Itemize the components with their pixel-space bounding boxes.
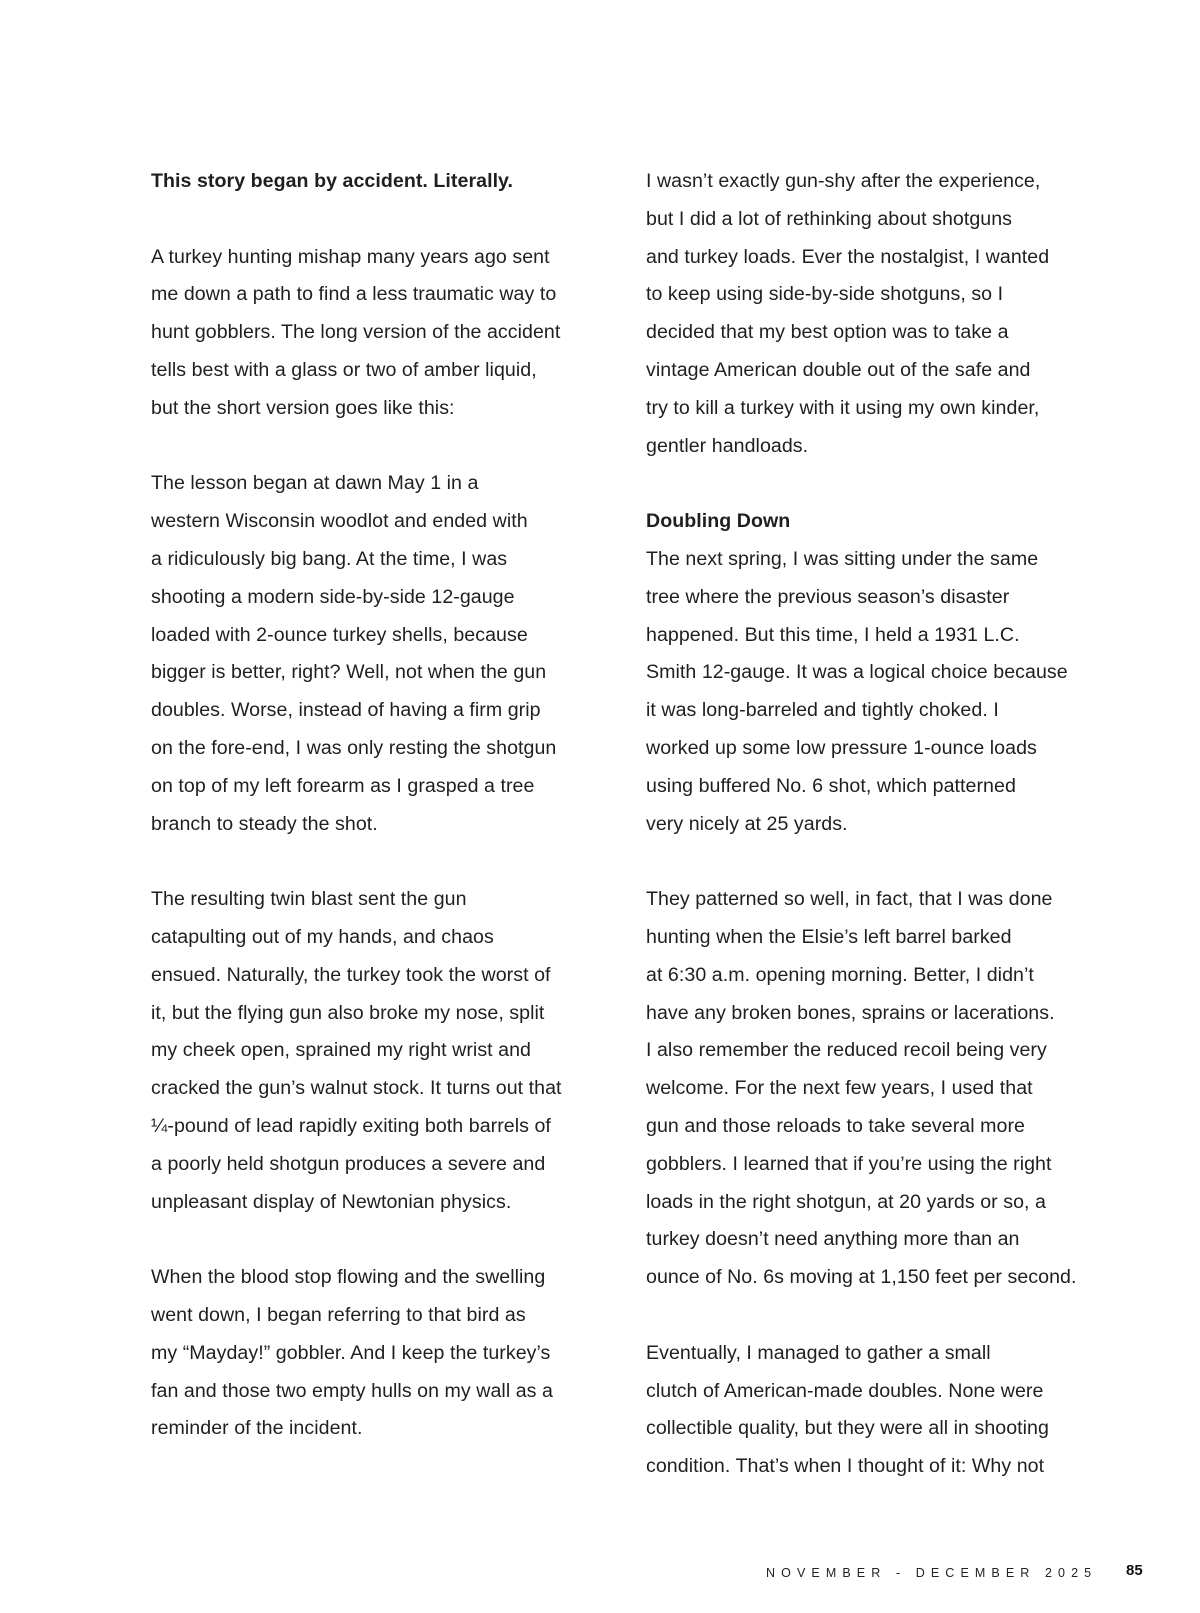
text-line: They patterned so well, in fact, that I was done — [646, 888, 1053, 911]
paragraph — [646, 541, 1106, 843]
text-line: shooting a modern side-by-side 12-gauge — [151, 585, 515, 608]
text-line: on the fore-end, I was only resting the shotgun — [151, 736, 557, 759]
text-line: but the short version goes like this: — [151, 396, 455, 419]
text-line: hunting when the Elsie’s left barrel barked — [646, 925, 1012, 948]
text-line: gun and those reloads to take several more — [646, 1114, 1025, 1137]
text-line: loads in the right shotgun, at 20 yards or so, a — [646, 1190, 1046, 1213]
text-line: a poorly held shotgun produces a severe and — [151, 1152, 546, 1175]
paragraph — [151, 239, 611, 428]
section-heading: Doubling Down — [646, 510, 791, 533]
text-line: vintage American double out of the safe and — [646, 358, 1031, 381]
text-line: reminder of the incident. — [151, 1417, 363, 1440]
text-line: decided that my best option was to take a — [646, 321, 1009, 344]
text-line: condition. That’s when I thought of it: Why not — [646, 1455, 1045, 1478]
text-line: my cheek open, sprained my right wrist and — [151, 1039, 531, 1062]
text-line: cracked the gun’s walnut stock. It turns out that — [151, 1077, 562, 1100]
text-line: hunt gobblers. The long version of the accident — [151, 321, 561, 344]
text-line: it, but the flying gun also broke my nose, split — [151, 1001, 545, 1024]
left-column — [151, 163, 611, 1448]
text-line: The next spring, I was sitting under the same — [646, 547, 1039, 570]
text-line: doubles. Worse, instead of having a firm grip — [151, 699, 541, 722]
text-line: a ridiculously big bang. At the time, I was — [151, 547, 508, 570]
text-line: ¼-pound of lead rapidly exiting both barrels of — [151, 1114, 551, 1137]
page-number: 85 — [1126, 1562, 1143, 1579]
text-line: try to kill a turkey with it using my own kinder, — [646, 396, 1040, 419]
text-line: gobblers. I learned that if you’re using the right — [646, 1152, 1052, 1175]
text-line: me down a path to find a less traumatic way to — [151, 283, 557, 306]
text-line: ounce of No. 6s moving at 1,150 feet per second. — [646, 1266, 1077, 1289]
paragraph — [151, 465, 611, 843]
text-line: ensued. Naturally, the turkey took the worst of — [151, 963, 551, 986]
text-line: fan and those two empty hulls on my wall as a — [151, 1379, 553, 1402]
text-line: it was long-barreled and tightly choked. I — [646, 699, 999, 722]
text-line: western Wisconsin woodlot and ended with — [151, 510, 528, 533]
text-line: When the blood stop flowing and the swelling — [151, 1266, 546, 1289]
issue-date: NOVEMBER - DECEMBER 2025 — [766, 1566, 1098, 1580]
text-line: I wasn’t exactly gun-shy after the experience, — [646, 170, 1041, 192]
paragraph — [151, 881, 611, 1221]
text-line: branch to steady the shot. — [151, 812, 378, 835]
paragraph — [646, 881, 1106, 1297]
text-line: very nicely at 25 yards. — [646, 812, 848, 835]
text-line: collectible quality, but they were all in shooting — [646, 1417, 1049, 1440]
text-line: happened. But this time, I held a 1931 L.C. — [646, 623, 1020, 646]
text-line: worked up some low pressure 1-ounce loads — [646, 736, 1037, 759]
text-line: welcome. For the next few years, I used that — [646, 1077, 1033, 1100]
paragraph — [151, 1259, 611, 1448]
paragraph — [646, 1335, 1106, 1486]
text-line: I also remember the reduced recoil being very — [646, 1039, 1047, 1062]
text-line: Smith 12-gauge. It was a logical choice because — [646, 661, 1068, 684]
text-line: on top of my left forearm as I grasped a tree — [151, 774, 535, 797]
text-line: my “Mayday!” gobbler. And I keep the turkey’s — [151, 1341, 551, 1364]
text-line: turkey doesn’t need anything more than an — [646, 1228, 1020, 1251]
text-line: tree where the previous season’s disaster — [646, 585, 1010, 608]
text-line: using buffered No. 6 shot, which patterned — [646, 774, 1016, 797]
text-line: loaded with 2-ounce turkey shells, because — [151, 623, 528, 646]
text-line: but I did a lot of rethinking about shotguns — [646, 207, 1013, 230]
text-line: and turkey loads. Ever the nostalgist, I wanted — [646, 245, 1050, 268]
text-line: went down, I began referring to that bird as — [151, 1303, 526, 1326]
paragraph — [646, 163, 1106, 465]
text-line: The resulting twin blast sent the gun — [151, 888, 467, 911]
text-line: bigger is better, right? Well, not when the gun — [151, 661, 547, 684]
text-line: unpleasant display of Newtonian physics. — [151, 1190, 512, 1213]
text-line: gentler handloads. — [646, 434, 809, 457]
text-line: at 6:30 a.m. opening morning. Better, I didn’t — [646, 963, 1034, 986]
text-line: to keep using side-by-side shotguns, so I — [646, 283, 1004, 306]
text-line: have any broken bones, sprains or lacerations. — [646, 1001, 1055, 1024]
text-line: catapulting out of my hands, and chaos — [151, 925, 494, 948]
text-line: The lesson began at dawn May 1 in a — [151, 472, 479, 495]
right-column — [646, 163, 1106, 1486]
lead-sentence: This story began by accident. Literally. — [151, 170, 514, 192]
text-line: tells best with a glass or two of amber liquid, — [151, 358, 537, 381]
text-line: clutch of American-made doubles. None were — [646, 1379, 1044, 1402]
text-line: A turkey hunting mishap many years ago sent — [151, 245, 550, 268]
text-line: Eventually, I managed to gather a small — [646, 1341, 991, 1364]
